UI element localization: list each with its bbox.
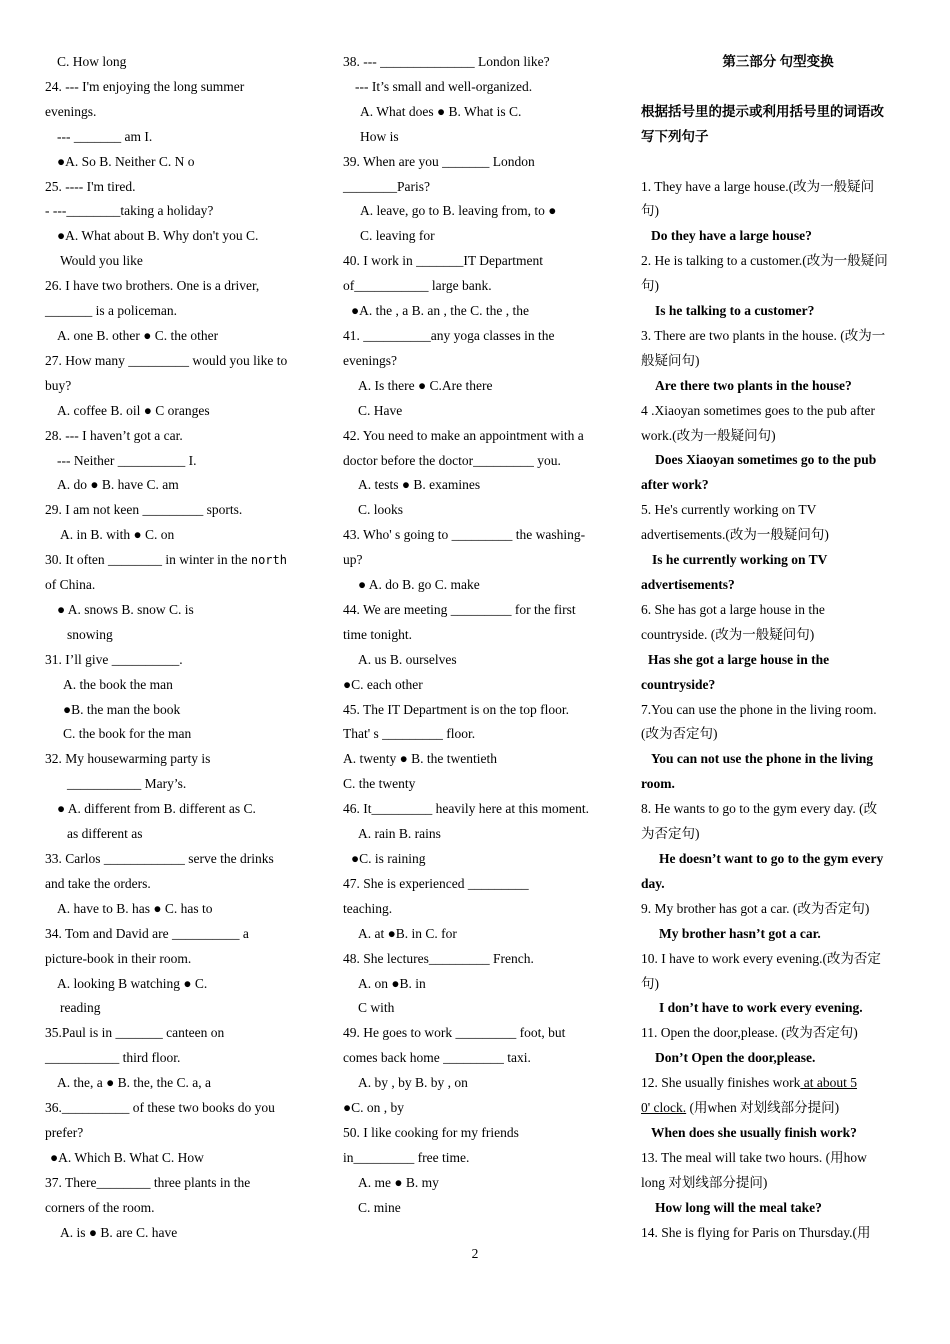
exercise-question: 为否定句) [641, 826, 700, 842]
exercise-answer: How long will the meal take? [655, 1199, 822, 1215]
exercise-answer: You can not use the phone in the living [651, 751, 874, 767]
option-line: A. looking B watching ● C. [57, 975, 208, 991]
section-heading: 第三部分 句型变换 [722, 54, 834, 69]
exercise-question: 11. Open the door,please. (改为否定句) [641, 1025, 858, 1041]
question-text: 29. I am not keen _________ sports. [45, 502, 243, 518]
option-line: A. in B. with ● C. on [60, 527, 175, 543]
question-text: corners of the room. [45, 1199, 155, 1215]
question-text: buy? [45, 377, 72, 393]
exercise-answer: My brother hasn’t got a car. [659, 925, 821, 941]
exercise-question: 般疑问句) [641, 352, 700, 368]
question-text: up? [343, 552, 363, 568]
exercise-answer: room. [641, 776, 675, 792]
exercise-question: advertisements.(改为一般疑问句) [641, 527, 829, 543]
question-text: 43. Who' s going to _________ the washing- [343, 527, 586, 543]
exercise-answer: Is he talking to a customer? [655, 303, 815, 319]
option-line: A. the book the man [63, 676, 173, 692]
option-line: C. How long [57, 54, 127, 69]
question-text-part: 30. It often ________ in winter in the [45, 552, 248, 568]
option-line: ● A. snows B. snow C. is [57, 601, 194, 617]
option-line: ●C. each other [343, 676, 423, 692]
question-text: prefer? [45, 1124, 84, 1140]
question-text: 40. I work in _______IT Department [343, 253, 543, 269]
question-text: --- It’s small and well-organized. [355, 78, 533, 94]
exercise-answer: Do they have a large house? [651, 228, 812, 244]
question-text: 42. You need to make an appointment with a [343, 427, 584, 443]
question-text: 24. --- I'm enjoying the long summer [45, 78, 245, 94]
option-line: A. do ● B. have C. am [57, 477, 179, 493]
option-line: A. have to B. has ● C. has to [57, 900, 213, 916]
option-line: A. the, a ● B. the, the C. a, a [57, 1075, 211, 1091]
question-text: comes back home _________ taxi. [343, 1050, 531, 1066]
option-line: C. the book for the man [63, 726, 192, 742]
exercise-question: 1. They have a large house.(改为一般疑问 [641, 178, 875, 194]
spacer [641, 75, 909, 100]
option-line: ● A. different from B. different as C. [57, 801, 256, 817]
exercise-question: 7.You can use the phone in the living room. [641, 701, 877, 717]
question-text: evenings. [45, 103, 97, 119]
option-line: A. tests ● B. examines [358, 477, 481, 493]
spacer [641, 150, 909, 175]
exercise-question: 2. He is talking to a customer.(改为一般疑问 [641, 253, 888, 269]
monospace-word: north [250, 553, 287, 568]
question-text: picture-book in their room. [45, 950, 192, 966]
exercise-answer: day. [641, 875, 665, 891]
exercise-question [641, 1096, 909, 1121]
option-line: A. is ● B. are C. have [60, 1224, 178, 1240]
question-text: - ---________taking a holiday? [45, 203, 214, 219]
exercise-question: countryside. (改为一般疑问句) [641, 626, 815, 642]
exercise-question: 4 .Xiaoyan sometimes goes to the pub after [641, 402, 875, 418]
exercise-question: 6. She has got a large house in the [641, 601, 825, 617]
option-line: ●A. the , a B. an , the C. the , the [351, 303, 529, 319]
question-text: 25. ---- I'm tired. [45, 178, 136, 194]
option-line: ●A. What about B. Why don't you C. [57, 228, 259, 244]
question-text: 39. When are you _______ London [343, 153, 535, 169]
exercise-question: 8. He wants to go to the gym every day. (改 [641, 801, 878, 817]
exercise-answer: countryside? [641, 676, 716, 692]
question-text: 45. The IT Department is on the top floor. [343, 701, 569, 717]
option-line: C. leaving for [360, 228, 435, 244]
option-line: ●B. the man the book [63, 701, 181, 717]
option-line: A. leave, go to B. leaving from, to ● [360, 203, 557, 219]
exercise-question [641, 1071, 909, 1096]
option-line: A. us B. ourselves [358, 651, 457, 667]
question-text: 27. How many _________ would you like to [45, 352, 288, 368]
question-text: 46. It_________ heavily here at this moment. [343, 801, 589, 817]
question-text: evenings? [343, 352, 397, 368]
exercise-question: 14. She is flying for Paris on Thursday.(用 [641, 1224, 871, 1240]
option-line: Would you like [60, 253, 143, 269]
exercise-answer: He doesn’t want to go to the gym every [659, 850, 884, 866]
question-text: 31. I’ll give __________. [45, 651, 183, 667]
question-text: ________Paris? [343, 178, 430, 194]
exercise-question: 9. My brother has got a car. (改为否定句) [641, 900, 870, 916]
exercise-answer: I don’t have to work every evening. [659, 1000, 863, 1016]
question-text: 50. I like cooking for my friends [343, 1124, 519, 1140]
question-text: 38. --- ______________ London like? [343, 54, 550, 69]
question-text: ___________ Mary’s. [67, 776, 187, 792]
exercise-question: 10. I have to work every evening.(改为否定 [641, 950, 881, 966]
exercise-question: 13. The meal will take two hours. (用how [641, 1149, 867, 1165]
exercise-answer: Are there two plants in the house? [655, 377, 852, 393]
option-line: ●C. on , by [343, 1100, 405, 1116]
page-number: 2 [471, 1246, 479, 1261]
option-line: A. rain B. rains [358, 826, 441, 842]
question-text: of___________ large bank. [343, 278, 492, 294]
question-text: of China. [45, 577, 96, 593]
instruction-text: 根据括号里的提示或利用括号里的词语改 [641, 103, 884, 119]
option-line: ●A. So B. Neither C. N o [57, 153, 195, 169]
exercise-question: 句) [641, 278, 659, 294]
option-line: A. on ●B. in [358, 975, 426, 991]
question-text: 47. She is experienced _________ [343, 875, 529, 891]
option-line: reading [60, 1000, 101, 1016]
option-line: C. Have [358, 402, 403, 418]
exercise-question: 5. He's currently working on TV [641, 502, 817, 518]
option-line: How is [360, 128, 399, 144]
question-text: --- _______ am I. [57, 128, 153, 144]
option-line: as different as [67, 826, 143, 842]
question-text: 37. There________ three plants in the [45, 1174, 251, 1190]
exercise-answer: Does Xiaoyan sometimes go to the pub [655, 452, 877, 468]
question-text: 26. I have two brothers. One is a driver, [45, 278, 260, 294]
question-column-1 [45, 50, 310, 1246]
exercise-answer: after work? [641, 477, 709, 493]
option-line: C. the twenty [343, 776, 416, 792]
exercise-question: 句) [641, 203, 659, 219]
question-text: 36.__________ of these two books do you [45, 1100, 275, 1116]
option-line: C. looks [358, 502, 404, 518]
exercise-answer: When does she usually finish work? [651, 1124, 857, 1140]
exercise-question: 句) [641, 975, 659, 991]
sentence-transformation-column [641, 50, 909, 1245]
option-line: ● A. do B. go C. make [358, 577, 480, 593]
question-text: 49. He goes to work _________ foot, but [343, 1025, 566, 1041]
option-line: A. coffee B. oil ● C oranges [57, 402, 210, 418]
question-text: ___________ third floor. [45, 1050, 181, 1066]
option-line: C. mine [358, 1199, 401, 1215]
underlined-phrase: at about 5 [800, 1075, 857, 1091]
underlined-phrase: 0' clock. [641, 1100, 687, 1116]
question-text: --- Neither __________ I. [57, 452, 197, 468]
exercise-question: 3. There are two plants in the house. (改为一 [641, 327, 886, 343]
option-line: ●A. Which B. What C. How [50, 1149, 204, 1165]
question-text: teaching. [343, 900, 393, 916]
question-text: 44. We are meeting _________ for the first [343, 601, 576, 617]
question-text: and take the orders. [45, 875, 151, 891]
option-line: A. twenty ● B. the twentieth [343, 751, 498, 767]
question-text: doctor before the doctor_________ you. [343, 452, 561, 468]
instruction-text: 写下列句子 [641, 128, 709, 144]
question-text: 35.Paul is in _______ canteen on [45, 1025, 225, 1041]
question-text: 32. My housewarming party is [45, 751, 211, 767]
option-line: A. at ●B. in C. for [358, 925, 457, 941]
exercise-question: (改为否定句) [641, 726, 718, 742]
question-text-part: 12. She usually finishes work [641, 1075, 801, 1091]
exercise-answer: Has she got a large house in the [648, 651, 830, 667]
question-text: time tonight. [343, 626, 412, 642]
option-line: A. What does ● B. What is C. [360, 103, 522, 119]
question-text: 48. She lectures_________ French. [343, 950, 534, 966]
option-line: A. Is there ● C.Are there [358, 377, 493, 393]
exercise-question: long 对划线部分提问) [641, 1174, 768, 1190]
option-line: ●C. is raining [351, 851, 426, 866]
exercise-answer: Don’t Open the door,please. [655, 1050, 816, 1066]
option-line: snowing [67, 626, 113, 642]
option-line: A. me ● B. my [358, 1174, 439, 1190]
question-text: in_________ free time. [343, 1149, 470, 1165]
question-text: _______ is a policeman. [45, 303, 177, 319]
question-text: 34. Tom and David are __________ a [45, 925, 249, 941]
question-text: 33. Carlos ____________ serve the drinks [45, 851, 274, 866]
question-text-part: (用when 对划线部分提问) [686, 1100, 840, 1116]
question-text: 41. __________any yoga classes in the [343, 327, 555, 343]
option-line: A. by , by B. by , on [358, 1075, 468, 1091]
question-text: That' s _________ floor. [343, 726, 476, 742]
option-line: C with [358, 1000, 395, 1016]
exercise-answer: advertisements? [641, 577, 735, 592]
question-text [45, 548, 310, 573]
exercise-question: work.(改为一般疑问句) [641, 427, 776, 443]
exercise-answer: Is he currently working on TV [652, 552, 828, 568]
question-text: 28. --- I haven’t got a car. [45, 427, 183, 443]
option-line: A. one B. other ● C. the other [57, 327, 219, 343]
question-column-2 [343, 50, 608, 1221]
